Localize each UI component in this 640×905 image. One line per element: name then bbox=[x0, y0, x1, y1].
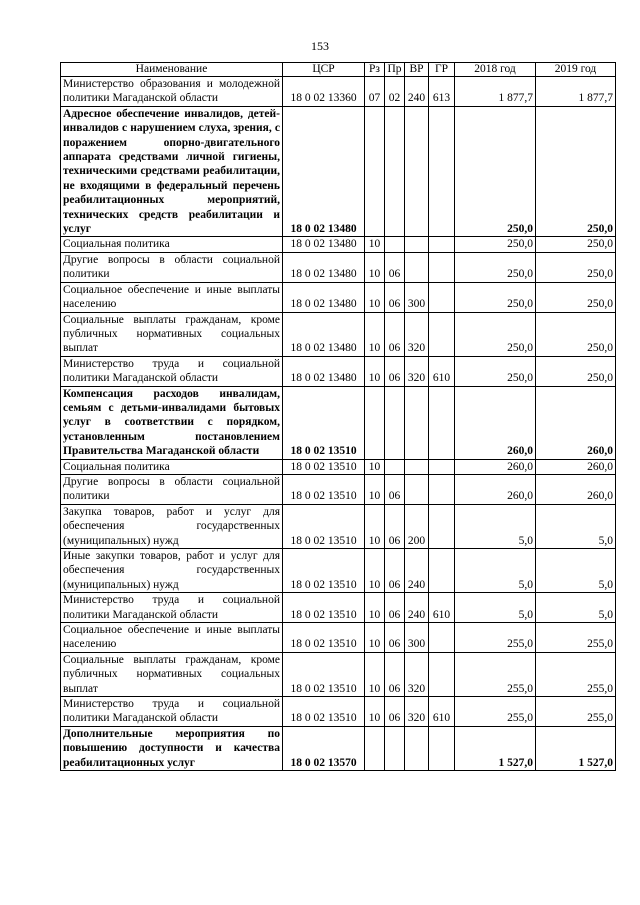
table-row bbox=[61, 252, 616, 282]
row-name: Другие вопросы в области социальной политики bbox=[61, 252, 283, 282]
row-2019: 250,0 bbox=[536, 356, 616, 386]
row-gr bbox=[429, 726, 455, 770]
row-csr: 18 0 02 13480 bbox=[283, 252, 365, 282]
row-2018: 250,0 bbox=[455, 356, 536, 386]
row-gr: 610 bbox=[429, 593, 455, 623]
row-pr bbox=[385, 459, 405, 474]
row-name: Социальная политика bbox=[61, 237, 283, 252]
row-rz: 10 bbox=[365, 549, 385, 593]
row-csr: 18 0 02 13510 bbox=[283, 504, 365, 548]
row-gr bbox=[429, 549, 455, 593]
row-vr: 300 bbox=[405, 282, 429, 312]
row-vr bbox=[405, 252, 429, 282]
row-rz: 10 bbox=[365, 356, 385, 386]
row-csr: 18 0 02 13510 bbox=[283, 593, 365, 623]
row-pr bbox=[385, 106, 405, 237]
row-rz: 10 bbox=[365, 459, 385, 474]
row-2018: 250,0 bbox=[455, 106, 536, 237]
row-vr: 320 bbox=[405, 697, 429, 727]
table-row bbox=[61, 474, 616, 504]
row-vr: 320 bbox=[405, 356, 429, 386]
row-name: Дополнительные мероприятия по повышению доступности и качества реабилитационных услуг bbox=[61, 726, 283, 770]
row-name: Закупка товаров, работ и услуг для обеспечения государственных (муниципальных) нужд bbox=[61, 504, 283, 548]
header-2019: 2019 год bbox=[536, 63, 616, 77]
row-pr: 06 bbox=[385, 282, 405, 312]
row-2018: 250,0 bbox=[455, 312, 536, 356]
row-gr: 610 bbox=[429, 356, 455, 386]
row-2019: 260,0 bbox=[536, 459, 616, 474]
row-rz: 07 bbox=[365, 77, 385, 107]
row-vr bbox=[405, 726, 429, 770]
table-row bbox=[61, 282, 616, 312]
row-gr bbox=[429, 504, 455, 548]
row-name: Социальная политика bbox=[61, 459, 283, 474]
row-rz bbox=[365, 106, 385, 237]
row-pr bbox=[385, 726, 405, 770]
header-name: Наименование bbox=[61, 63, 283, 77]
table-header-row bbox=[61, 63, 616, 77]
row-name: Министерство труда и социальной политики Магаданской области bbox=[61, 356, 283, 386]
row-gr: 610 bbox=[429, 697, 455, 727]
row-2019: 5,0 bbox=[536, 549, 616, 593]
row-rz: 10 bbox=[365, 697, 385, 727]
row-rz bbox=[365, 386, 385, 459]
row-gr bbox=[429, 386, 455, 459]
row-csr: 18 0 02 13510 bbox=[283, 549, 365, 593]
page-number: 153 bbox=[311, 39, 329, 53]
row-2019: 250,0 bbox=[536, 282, 616, 312]
row-csr: 18 0 02 13480 bbox=[283, 106, 365, 237]
row-2018: 5,0 bbox=[455, 504, 536, 548]
row-2019: 5,0 bbox=[536, 504, 616, 548]
row-pr: 06 bbox=[385, 549, 405, 593]
row-name: Компенсация расходов инвалидам, семьям с детьми-инвалидами бытовых услуг в соответствии с порядком, установленным постановлением Правительства Магаданской области bbox=[61, 386, 283, 459]
row-pr: 06 bbox=[385, 356, 405, 386]
row-csr: 18 0 02 13570 bbox=[283, 726, 365, 770]
budget-table bbox=[60, 62, 616, 771]
row-pr: 06 bbox=[385, 593, 405, 623]
row-vr bbox=[405, 459, 429, 474]
row-rz bbox=[365, 726, 385, 770]
row-rz: 10 bbox=[365, 504, 385, 548]
table-row bbox=[61, 106, 616, 237]
row-2019: 255,0 bbox=[536, 652, 616, 696]
table-row bbox=[61, 652, 616, 696]
row-2018: 5,0 bbox=[455, 549, 536, 593]
row-vr: 200 bbox=[405, 504, 429, 548]
row-pr: 02 bbox=[385, 77, 405, 107]
header-2018: 2018 год bbox=[455, 63, 536, 77]
row-pr bbox=[385, 386, 405, 459]
row-gr bbox=[429, 106, 455, 237]
header-csr: ЦСР bbox=[283, 63, 365, 77]
row-vr: 320 bbox=[405, 312, 429, 356]
table-row bbox=[61, 549, 616, 593]
row-csr: 18 0 02 13510 bbox=[283, 623, 365, 653]
row-csr: 18 0 02 13480 bbox=[283, 356, 365, 386]
row-2018: 1 877,7 bbox=[455, 77, 536, 107]
row-name: Иные закупки товаров, работ и услуг для обеспечения государственных (муниципальных) нужд bbox=[61, 549, 283, 593]
row-csr: 18 0 02 13510 bbox=[283, 697, 365, 727]
row-gr bbox=[429, 652, 455, 696]
row-rz: 10 bbox=[365, 252, 385, 282]
row-2019: 260,0 bbox=[536, 386, 616, 459]
table-row bbox=[61, 356, 616, 386]
row-2018: 255,0 bbox=[455, 623, 536, 653]
header-vr: ВР bbox=[405, 63, 429, 77]
row-name: Социальное обеспечение и иные выплаты населению bbox=[61, 282, 283, 312]
row-2019: 255,0 bbox=[536, 697, 616, 727]
row-csr: 18 0 02 13480 bbox=[283, 237, 365, 252]
row-csr: 18 0 02 13510 bbox=[283, 459, 365, 474]
row-2018: 250,0 bbox=[455, 252, 536, 282]
row-2019: 260,0 bbox=[536, 474, 616, 504]
row-rz: 10 bbox=[365, 474, 385, 504]
row-gr bbox=[429, 282, 455, 312]
row-csr: 18 0 02 13480 bbox=[283, 312, 365, 356]
row-2018: 260,0 bbox=[455, 459, 536, 474]
row-name: Министерство труда и социальной политики Магаданской области bbox=[61, 593, 283, 623]
row-gr bbox=[429, 623, 455, 653]
row-name: Другие вопросы в области социальной политики bbox=[61, 474, 283, 504]
row-pr: 06 bbox=[385, 504, 405, 548]
row-2018: 1 527,0 bbox=[455, 726, 536, 770]
row-2018: 5,0 bbox=[455, 593, 536, 623]
row-vr: 240 bbox=[405, 549, 429, 593]
row-rz: 10 bbox=[365, 237, 385, 252]
table-row bbox=[61, 237, 616, 252]
row-name: Социальное обеспечение и иные выплаты населению bbox=[61, 623, 283, 653]
row-gr bbox=[429, 312, 455, 356]
row-csr: 18 0 02 13510 bbox=[283, 652, 365, 696]
row-vr: 320 bbox=[405, 652, 429, 696]
row-2019: 250,0 bbox=[536, 237, 616, 252]
row-name: Министерство образования и молодежной политики Магаданской области bbox=[61, 77, 283, 107]
row-2018: 255,0 bbox=[455, 697, 536, 727]
table-row bbox=[61, 623, 616, 653]
table-row bbox=[61, 459, 616, 474]
row-name: Социальные выплаты гражданам, кроме публичных нормативных социальных выплат bbox=[61, 652, 283, 696]
row-rz: 10 bbox=[365, 623, 385, 653]
row-pr: 06 bbox=[385, 623, 405, 653]
row-2019: 250,0 bbox=[536, 106, 616, 237]
row-gr bbox=[429, 237, 455, 252]
table-row bbox=[61, 386, 616, 459]
row-vr bbox=[405, 474, 429, 504]
row-pr: 06 bbox=[385, 474, 405, 504]
row-vr: 240 bbox=[405, 77, 429, 107]
row-csr: 18 0 02 13360 bbox=[283, 77, 365, 107]
table-row bbox=[61, 593, 616, 623]
row-2018: 255,0 bbox=[455, 652, 536, 696]
row-gr bbox=[429, 459, 455, 474]
row-pr: 06 bbox=[385, 652, 405, 696]
table-row bbox=[61, 504, 616, 548]
row-2019: 5,0 bbox=[536, 593, 616, 623]
row-2019: 1 877,7 bbox=[536, 77, 616, 107]
row-csr: 18 0 02 13480 bbox=[283, 282, 365, 312]
row-vr: 240 bbox=[405, 593, 429, 623]
row-pr: 06 bbox=[385, 312, 405, 356]
row-name: Министерство труда и социальной политики Магаданской области bbox=[61, 697, 283, 727]
row-2019: 1 527,0 bbox=[536, 726, 616, 770]
row-name: Социальные выплаты гражданам, кроме публичных нормативных социальных выплат bbox=[61, 312, 283, 356]
row-2019: 250,0 bbox=[536, 252, 616, 282]
row-rz: 10 bbox=[365, 312, 385, 356]
table-row bbox=[61, 312, 616, 356]
row-2018: 260,0 bbox=[455, 386, 536, 459]
row-vr bbox=[405, 386, 429, 459]
header-pr: Пр bbox=[385, 63, 405, 77]
row-vr bbox=[405, 237, 429, 252]
row-rz: 10 bbox=[365, 652, 385, 696]
row-gr bbox=[429, 252, 455, 282]
table-row bbox=[61, 726, 616, 770]
table-row bbox=[61, 77, 616, 107]
row-name: Адресное обеспечение инвалидов, детей-инвалидов с нарушением слуха, зрения, с поражением опорно-двигательного аппарата средствами личной гигиены, техническими средствами реабилитации, не входящими в федеральный перечень реабилитационных мероприятий, технических средств реабилитации и услуг bbox=[61, 106, 283, 237]
row-rz: 10 bbox=[365, 593, 385, 623]
table-row bbox=[61, 697, 616, 727]
row-pr: 06 bbox=[385, 252, 405, 282]
row-rz: 10 bbox=[365, 282, 385, 312]
row-2019: 255,0 bbox=[536, 623, 616, 653]
row-2018: 250,0 bbox=[455, 237, 536, 252]
row-pr bbox=[385, 237, 405, 252]
row-csr: 18 0 02 13510 bbox=[283, 474, 365, 504]
row-pr: 06 bbox=[385, 697, 405, 727]
header-rz: Рз bbox=[365, 63, 385, 77]
row-csr: 18 0 02 13510 bbox=[283, 386, 365, 459]
row-2019: 250,0 bbox=[536, 312, 616, 356]
row-gr: 613 bbox=[429, 77, 455, 107]
row-gr bbox=[429, 474, 455, 504]
row-2018: 250,0 bbox=[455, 282, 536, 312]
row-vr bbox=[405, 106, 429, 237]
row-vr: 300 bbox=[405, 623, 429, 653]
header-gr: ГР bbox=[429, 63, 455, 77]
row-2018: 260,0 bbox=[455, 474, 536, 504]
